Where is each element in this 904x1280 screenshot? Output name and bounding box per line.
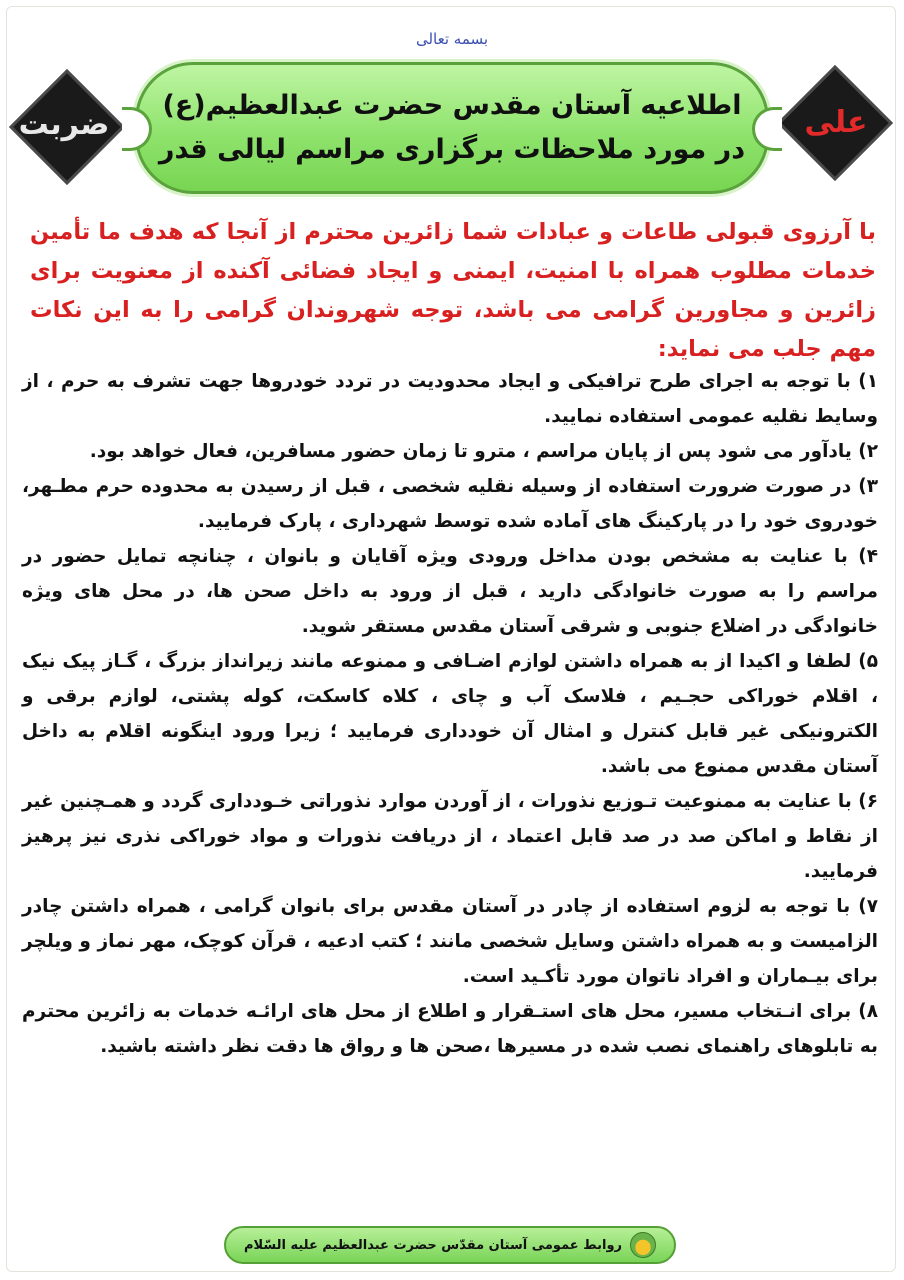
footer-text: روابط عمومی آستان مقدّس حضرت عبدالعظیم علیه السّلام: [243, 1237, 623, 1253]
list-item-3: ۳) در صورت ضرورت استفاده از وسیله نقلیه شخصی ، قبل از رسیدن به محدوده حرم مطـهر، خودروی خود را در پارکینگ های آماده شده توسط شهرداری ، پارک فرمایید.: [22, 476, 878, 532]
items-list: [22, 364, 878, 1064]
banner-notch-left: [122, 107, 152, 151]
list-item-1: ۱) با توجه به اجرای طرح ترافیکی و ایجاد محدودیت در تردد خودروها جهت تشرف به حرم ، از وسایط نقلیه عمومی استفاده نمایید.: [22, 371, 878, 427]
list-item-2: ۲) یادآور می شود پس از پایان مراسم ، مترو تا زمان حضور مسافرین، فعال خواهد بود.: [89, 441, 878, 462]
title-line-1: اطلاعیه آستان مقدس حضرت عبدالعظیم(ع): [162, 90, 742, 121]
list-item-4: ۴) با عنایت به مشخص بودن مداخل ورودی ویژه آقایان و بانوان ، چنانچه تمایل حضور در مراسم را به صورت خانوادگی دارید ، قبل از ورود به داخل صحن ها، در محل های ویژه خانوادگی در اضلاع جنوبی و شرقی آستان مقدس مستقر شوید.: [22, 546, 878, 637]
list-item-6: ۶) با عنایت به ممنوعیت تـوزیع نذورات ، از آوردن موارد نذوراتی خـودداری گردد و همـچنین غیر از نقاط و اماکن صد در صد قابل اعتماد ، از دریافت نذورات و مواد خوراکی نذری نیز پرهیز فرمایید.: [22, 791, 878, 882]
banner-notch-right: [752, 107, 782, 151]
emblem-right-text: علی: [804, 105, 868, 140]
intro-paragraph: با آرزوی قبولی طاعات و عبادات شما زائرین محترم از آنجا که هدف ما تأمین خدمات مطلوب همراه با امنیت، ایمنی و ایجاد فضائی آکنده از معنویت برای زائرین و مجاورین گرامی می باشد، توجه شهروندان گرامی را به این نکات مهم جلب می نماید:: [30, 219, 876, 362]
footer-badge: [224, 1226, 676, 1264]
top-line: بسمه تعالی: [415, 30, 489, 48]
shrine-logo-icon: [630, 1232, 656, 1258]
list-item-5: ۵) لطفا و اکیدا از به همراه داشتن لوازم اضـافی و ممنوعه مانند زیرانداز بزرگ ، گـاز پیک نیک ، اقلام خوراکی حجـیم ، فلاسک آب و چای ، کلاه کاسکت، کوله پشتی، لوازم برقی و الکترونیکی غیر قابل کنترل و امثال آن خودداری فرمایید ؛ زیرا ورود اینگونه اقلام به داخل آستان مقدس ممنوع می باشد.: [22, 651, 878, 777]
emblem-left-text: ضربت: [18, 107, 110, 142]
title-line-2: در مورد ملاحظات برگزاری مراسم لیالی قدر: [158, 134, 746, 165]
list-item-8: ۸) برای انـتخاب مسیر، محل های استـقرار و اطلاع از محل های ارائـه خدمات به زائرین محترم به تابلوهای راهنمای نصب شده در مسیرها ،صحن ها و رواق ها دقت نظر داشته باشید.: [22, 1001, 878, 1057]
title-banner: [135, 62, 769, 194]
list-item-7: ۷) با توجه به لزوم استفاده از چادر در آستان مقدس برای بانوان گرامی ، همراه داشتن چادر الزامیست و به همراه داشتن وسایل شخصی مانند ؛ کتب ادعیه ، قرآن کوچک، مهر نماز و ویلچر برای بیـماران و افراد ناتوان مورد تأکـید است.: [22, 896, 878, 987]
